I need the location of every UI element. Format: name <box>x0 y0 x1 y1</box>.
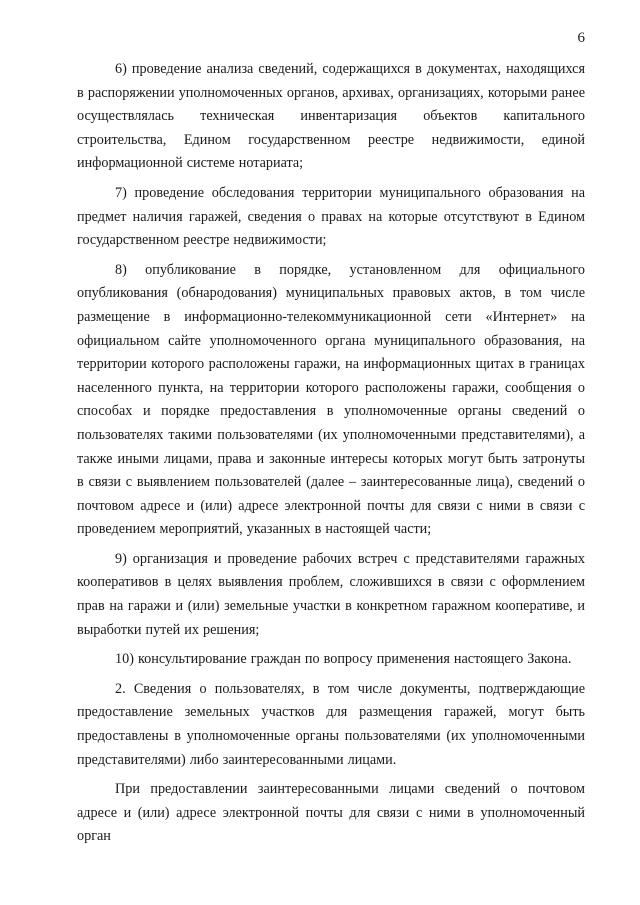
paragraph-item-9: 9) организация и проведение рабочих встреч с представителями гаражных кооперативов в целях выявления проблем, сложившихся в связи с оформлением прав на гаражи и (или) земельные участки в конкретном гаражном кооперативе, и выработки путей их решения; <box>77 550 585 638</box>
document-body <box>77 58 585 849</box>
page-number: 6 <box>577 30 585 46</box>
paragraph-continuation: При предоставлении заинтересованными лицами сведений о почтовом адресе и (или) адресе электронной почты для связи с ними в уполномоченный орган <box>77 781 585 845</box>
paragraph-item-8: 8) опубликование в порядке, установленном для официального опубликования (обнародования) муниципальных правовых актов, в том числе размещение в информационно-телекоммуникационной сети «Интернет» на официальном сайте уполномоченного органа муниципального образования, на территории которого расположены гаражи, на информационных щитах в границах населенного пункта, на территории которого расположены гаражи, сообщения о способах и порядке предоставления в уполномоченные органы сведений о пользователях такими пользователями (их уполномоченными представителями), а также иными лицами, права и законные интересы которых могут быть затронуты в связи с выявлением пользователей (далее – заинтересованные лица), сведений о почтовом адресе и (или) адресе электронной почты для связи с ними в связи с проведением мероприятий, указанных в настоящей части; <box>77 261 585 538</box>
paragraph-item-7: 7) проведение обследования территории муниципального образования на предмет наличия гаражей, сведения о правах на которые отсутствуют в Едином государственном реестре недвижимости; <box>77 184 585 249</box>
paragraph-section-2: 2. Сведения о пользователях, в том числе документы, подтверждающие предоставление земельных участков для размещения гаражей, могут быть предоставлены в уполномоченные органы пользователями (их уполномоченными представителями) либо заинтересованными лицами. <box>77 680 585 768</box>
paragraph-item-10: 10) консультирование граждан по вопросу применения настоящего Закона. <box>115 651 572 668</box>
paragraph-item-6: 6) проведение анализа сведений, содержащихся в документах, находящихся в распоряжении уполномоченных органов, архивах, организациях, которыми ранее осуществлялась техническая инвентаризация объектов капитального строительства, Едином государственном реестре недвижимости, единой информационной системе нотариата; <box>77 61 585 172</box>
